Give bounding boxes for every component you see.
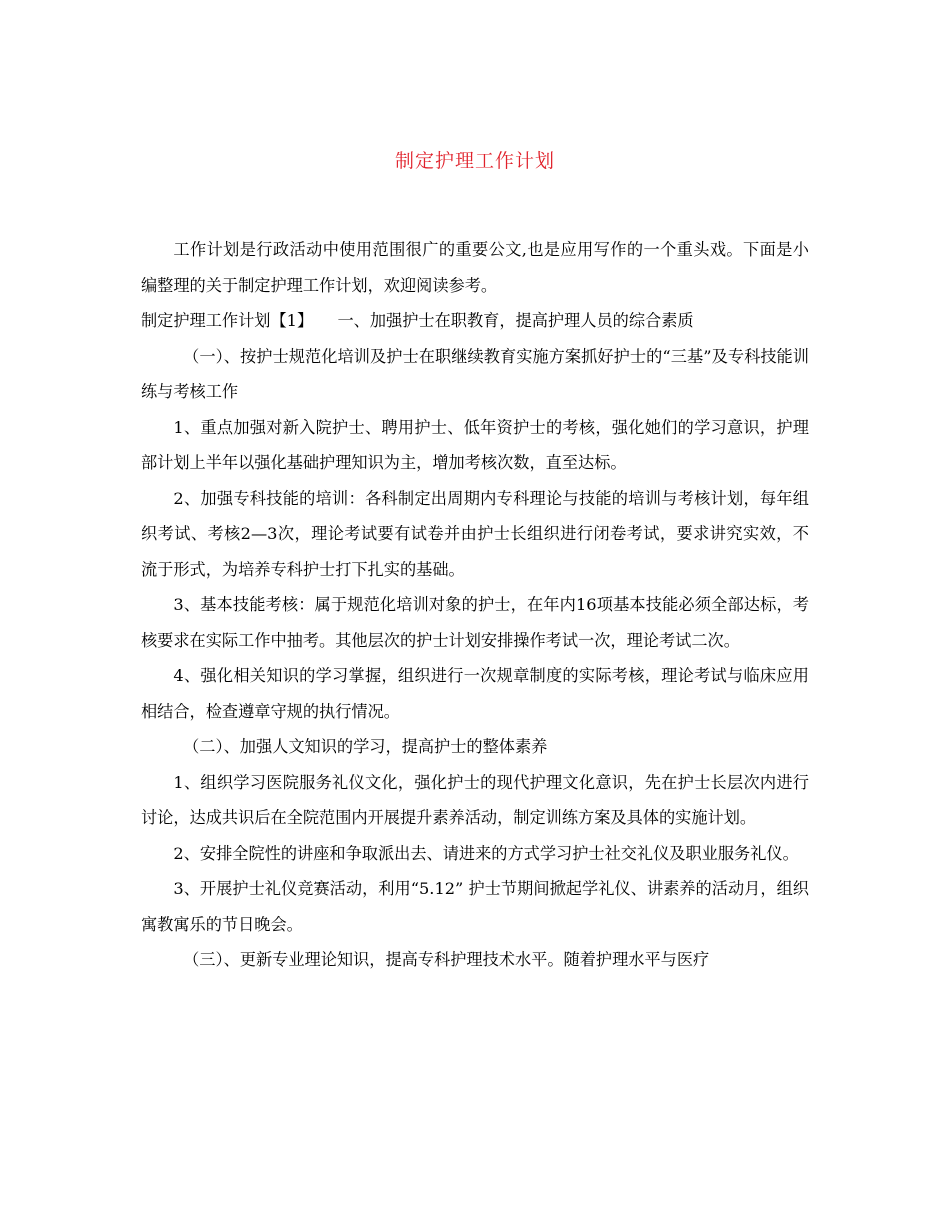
subsection-heading-1: （一）、按护士规范化培训及护士在职继续教育实施方案抓好护士的“三基”及专科技能训练与考核工作: [141, 346, 809, 401]
paragraph-item: 3、开展护士礼仪竞赛活动，利用“5.12” 护士节期间掀起学礼仪、讲素养的活动月，组织寓教寓乐的节日晚会。: [141, 879, 809, 934]
paragraph-item: 1、重点加强对新入院护士、聘用护士、低年资护士的考核，强化她们的学习意识，护理部计划上半年以强化基础护理知识为主，增加考核次数，直至达标。: [141, 417, 809, 472]
document-title: 制定护理工作计划: [394, 150, 555, 172]
subsection-heading-2: （二）、加强人文知识的学习，提高护士的整体素养: [183, 737, 548, 756]
paragraph-intro: 工作计划是行政活动中使用范围很广的重要公文,也是应用写作的一个重头戏。下面是小编整理的关于制定护理工作计划，欢迎阅读参考。: [141, 240, 809, 295]
paragraph-item: 2、安排全院性的讲座和争取派出去、请进来的方式学习护士社交礼仪及职业服务礼仪。: [173, 843, 799, 863]
paragraph-item: 2、加强专科技能的培训：各科制定出周期内专科理论与技能的培训与考核计划，每年组织考试、考核2—3次，理论考试要有试卷并由护士长组织进行闭卷考试，要求讲究实效，不流于形式，为培养专科护士打下扎实的基础。: [141, 488, 809, 579]
paragraph-item: 3、基本技能考核：属于规范化培训对象的护士，在年内16项基本技能必须全部达标，考核要求在实际工作中抽考。其他层次的护士计划安排操作考试一次，理论考试二次。: [141, 595, 809, 650]
paragraph-item: 4、强化相关知识的学习掌握，组织进行一次规章制度的实际考核，理论考试与临床应用相结合，检查遵章守规的执行情况。: [141, 666, 809, 721]
section-heading: 制定护理工作计划【1】 一、加强护士在职教育，提高护理人员的综合素质: [141, 311, 694, 330]
document-body: [141, 232, 809, 978]
subsection-heading-3: （三）、更新专业理论知识，提高专科护理技术水平。随着护理水平与医疗: [183, 950, 710, 969]
paragraph-item: 1、组织学习医院服务礼仪文化，强化护士的现代护理文化意识，先在护士长层次内进行讨论，达成共识后在全院范围内开展提升素养活动，制定训练方案及具体的实施计划。: [141, 772, 809, 827]
